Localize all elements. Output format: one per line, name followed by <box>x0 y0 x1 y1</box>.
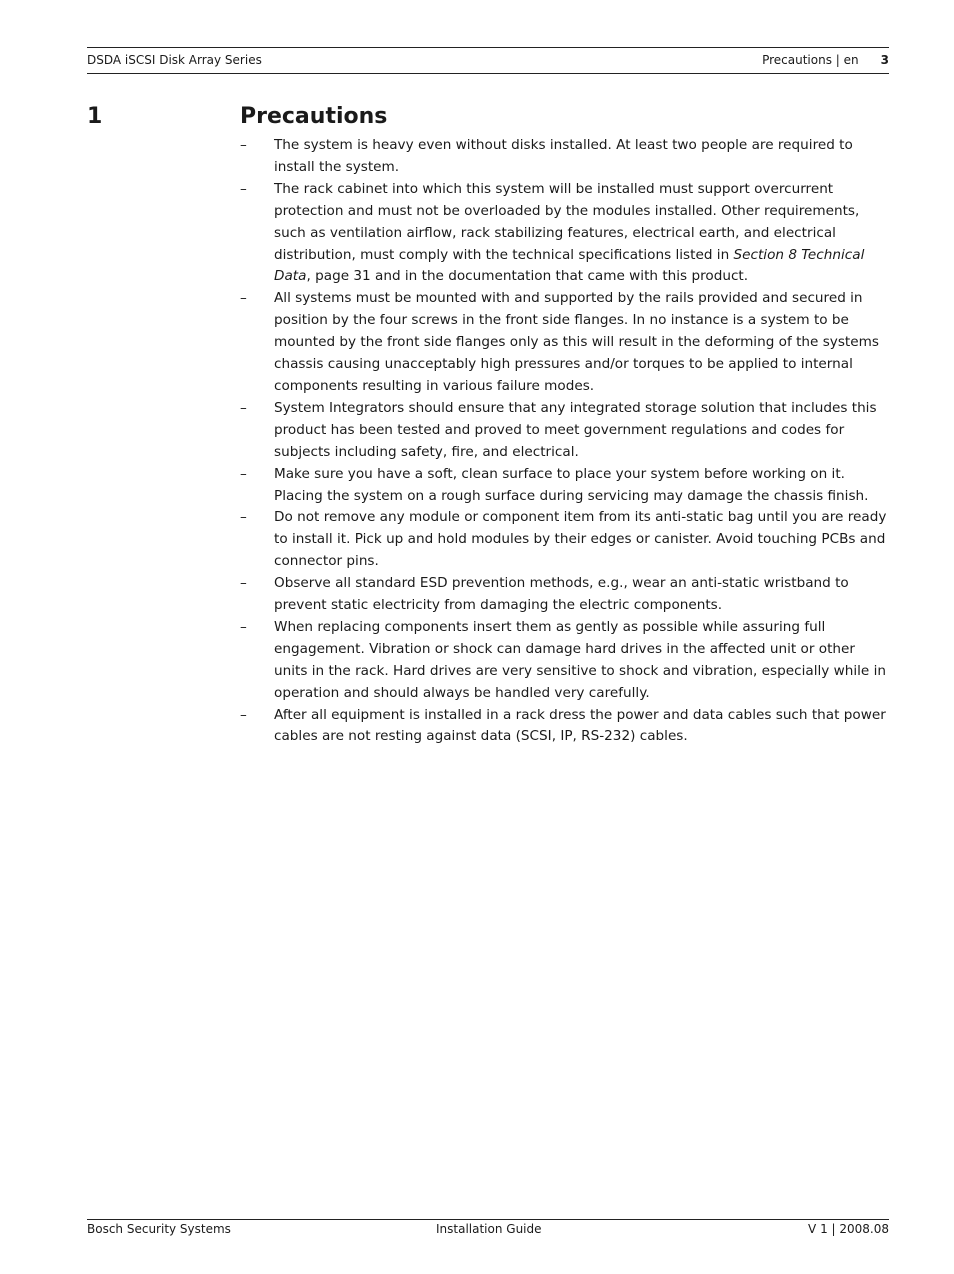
header-title: DSDA iSCSI Disk Array Series <box>87 53 262 67</box>
bullet-dash: – <box>240 180 247 197</box>
list-item <box>240 464 892 508</box>
list-item-text: The system is heavy even without disks installed. At least two people are required to install the system. <box>274 137 853 175</box>
page-footer <box>87 1219 889 1239</box>
page-header <box>87 47 889 74</box>
list-item <box>240 507 892 573</box>
bullet-dash: – <box>240 465 247 482</box>
chapter-title: Precautions <box>240 104 388 129</box>
page-number: 3 <box>880 53 889 67</box>
list-item-text: All systems must be mounted with and supported by the rails provided and secured in position by the four screws in the front side flanges. In no instance is a system to be mounted by the front side flanges only as this will result in the deforming of the systems chassis causing unacceptably high pressures and/or torques to be applied to internal components resulting in various failure modes. <box>274 290 879 394</box>
bullet-dash: – <box>240 618 247 635</box>
list-item <box>240 135 892 179</box>
bullet-dash: – <box>240 290 247 307</box>
bullet-dash: – <box>240 509 247 526</box>
header-right <box>762 52 889 68</box>
list-item-text: When replacing components insert them as gently as possible while assuring full engagement. Vibration or shock can damage hard drives in the affected unit or other units in the rack. Hard drives are very sensitive to shock and vibration, especially while in operation and should always be handled very carefully. <box>274 618 886 701</box>
footer-doc-type: Installation Guide <box>436 1222 542 1236</box>
list-item <box>240 705 892 749</box>
list-item-text: Make sure you have a soft, clean surface to place your system before working on it. Placing the system on a rough surface during servicing may damage the chassis finish. <box>274 465 869 504</box>
list-item <box>240 573 892 617</box>
bullet-dash: – <box>240 575 247 592</box>
list-item-text: Do not remove any module or component item from its anti-static bag until you are ready to install it. Pick up and hold modules by their edges or canister. Avoid touching PCBs and connector pins. <box>274 509 887 570</box>
footer-version: V 1 | 2008.08 <box>808 1222 889 1236</box>
list-item-text: Observe all standard ESD prevention methods, e.g., wear an anti-static wristband to prevent static electricity from damaging the electric components. <box>274 575 849 614</box>
footer-company: Bosch Security Systems <box>87 1222 231 1236</box>
bullet-dash: – <box>240 399 247 416</box>
list-item <box>240 617 892 705</box>
bullet-dash: – <box>240 706 247 723</box>
list-item <box>240 398 892 464</box>
list-item-text: , page 31 and in the documentation that came with this product. <box>306 268 749 285</box>
list-item-text: System Integrators should ensure that any integrated storage solution that includes this product has been tested and proved to meet government regulations and codes for subjects including safety, fire, and electrical. <box>274 399 877 460</box>
list-item <box>240 288 892 398</box>
precautions-list <box>240 135 892 748</box>
bullet-dash: – <box>240 137 247 153</box>
header-section: Precautions | en <box>762 53 859 67</box>
list-item-text: The rack cabinet into which this system will be installed must support overcurrent protection and must not be overloaded by the modules installed. Other requirements, such as ventilation airflow, rack stabilizing features, electrical earth, and electrical distribution, must comply with the technical specifications listed in <box>274 180 860 263</box>
list-item-text: After all equipment is installed in a rack dress the power and data cables such that power cables are not resting against data (SCSI, IP, RS-232) cables. <box>274 706 886 745</box>
section-reference-link[interactable]: Section 8 Technical Data <box>274 246 865 285</box>
list-item <box>240 179 892 289</box>
chapter-number: 1 <box>87 104 103 129</box>
